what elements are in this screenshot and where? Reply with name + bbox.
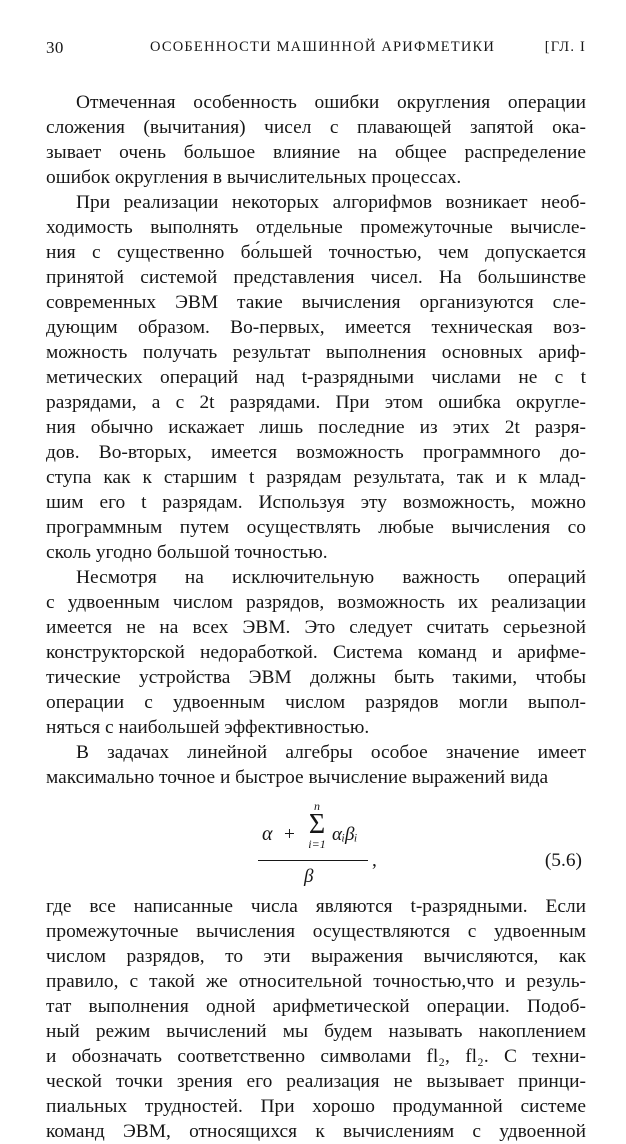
body-text (46, 90, 586, 1144)
text-line: ный режим вычислений мы будем называть накоплением (46, 1021, 586, 1042)
text-line: метических операций над t-разрядными числами не с t (46, 367, 586, 388)
text-line: дов. Во-вторых, имеется возможность программного до- (46, 442, 586, 463)
fraction (258, 799, 368, 887)
text-line: ческой точки зрения его реализация не вызывает принци- (46, 1071, 586, 1092)
formula-comma: , (372, 850, 377, 871)
text-line: где все написанные числа являются t-разрядными. Если (46, 896, 586, 917)
text-line: принятой системой представления чисел. На большинстве (46, 267, 586, 288)
text-line: числом разрядов, то эти выражения вычисляются, как (46, 946, 586, 967)
sum-lower-limit: i=1 (308, 837, 326, 851)
text-line: максимально точное и быстрое вычисление выражений вида (46, 767, 549, 788)
fraction-bar (258, 860, 368, 861)
text-line: правило, с такой же относительной точностью,что и резуль- (46, 971, 586, 992)
sum-upper-limit: n (314, 799, 320, 813)
paragraph-3 (46, 565, 586, 740)
text-line: программным путем осуществлять любые вычисления со (46, 517, 586, 538)
text-line: ния с существенно бо́льшей точностью, чем допускается (46, 242, 586, 263)
plus-sign: + (284, 824, 295, 845)
text-line: современных ЭВМ такие вычисления организуются сле- (46, 292, 586, 313)
text-line: пиальных трудностей. При хорошо продуманной системе (46, 1096, 586, 1117)
text-line: дующим образом. Во-первых, имеется техническая воз- (46, 317, 586, 338)
text-line: можность получать результат выполнения основных ариф- (46, 342, 586, 363)
text-line: конструкторской недоработкой. Система команд и арифме- (46, 642, 586, 663)
summation (304, 800, 330, 850)
numerator (258, 800, 368, 858)
text-line: команд ЭВМ, относящихся к вычислениям с удвоенной (46, 1121, 586, 1142)
text-line: ступа как к старшим t разрядам результата, так и к млад- (46, 467, 586, 488)
text-line: няться с наибольшей эффективностью. (46, 717, 370, 738)
page-number: 30 (46, 38, 64, 57)
text-line: имеется не на всех ЭВМ. Это следует считать серьезной (46, 617, 586, 638)
text-line: Несмотря на исключительную важность операций (76, 567, 586, 588)
text-line: и обозначать соответственно символами fl₂, fl₂. С техни- (46, 1046, 586, 1067)
text-line: операции с удвоенным числом разрядов могли выпол- (46, 692, 586, 713)
paragraph-after-formula (46, 894, 586, 1144)
text-line: сложения (вычитания) чисел с плавающей запятой ока- (46, 117, 586, 138)
text-line: с удвоенным числом разрядов, возможность их реализации (46, 592, 586, 613)
text-line: тат выполнения одной арифметической операции. Подоб- (46, 996, 586, 1017)
text-line: ошибок округления в вычислительных процессах. (46, 167, 462, 188)
equation-number: (5.6) (544, 850, 582, 871)
alpha-symbol: α (262, 823, 273, 845)
page-header (46, 38, 586, 62)
paragraph-4 (46, 740, 586, 790)
text-line: промежуточные вычисления осуществляются с удвоенным (46, 921, 586, 942)
paragraph-2 (46, 190, 586, 565)
chapter-marker: [ГЛ. I (544, 39, 586, 55)
text-line: В задачах линейной алгебры особое значение имеет (76, 742, 586, 763)
text-line: Отмеченная особенность ошибки округления операции (76, 92, 586, 113)
sigma-symbol: Σ (308, 809, 326, 840)
denominator: β (304, 866, 314, 887)
sum-term: αᵢβᵢ (332, 824, 358, 845)
running-title: ОСОБЕННОСТИ МАШИННОЙ АРИФМЕТИКИ (150, 39, 496, 55)
text-line: ния обычно искажает лишь последние из этих 2t разря- (46, 417, 586, 438)
formula-5-6 (46, 796, 586, 894)
text-line: сколь угодно большой точностью. (46, 542, 328, 563)
text-line: ходимость выполнять отдельные промежуточные вычисле- (46, 217, 586, 238)
text-line: тические устройства ЭВМ должны быть такими, чтобы (46, 667, 586, 688)
paragraph-1 (46, 90, 586, 190)
text-line: разрядами, а с 2t разрядами. При этом ошибка округле- (46, 392, 586, 413)
text-line: зывает очень большое влияние на общее распределение (46, 142, 586, 163)
text-line: шим его t разрядам. Используя эту возможность, можно (46, 492, 586, 513)
text-line: При реализации некоторых алгорифмов возникает необ- (76, 192, 586, 213)
